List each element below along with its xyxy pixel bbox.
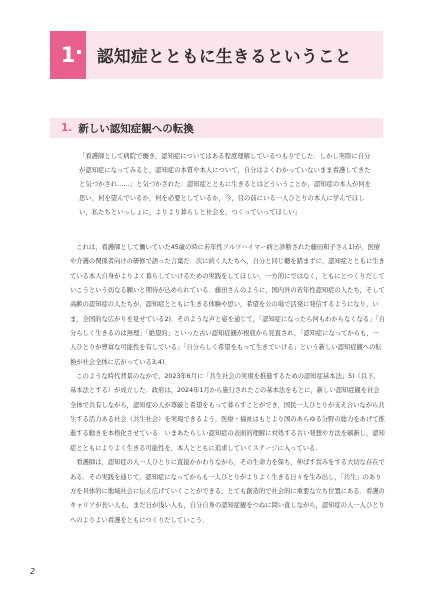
opening-quote: 「看護師として病院で働き，認知症についてはある程度理解しているつもりでした．しかし実際に自分が認知症になってみると，認知症の本質や本人について，自分はよくわかっていないまま看護してきたと気づかされ……」と気づかされた．認知症とともに生きるとはどういうことか，認知症の本人が何を思い，何を望んでいるか，何を必要としているか，今，目の前にいる一人ひとりの本人に学んでほしい，私たちといっしょに，よりより暮らしと社会を，つくっていってほしい」 — [79, 153, 371, 216]
paragraph: 看護師は，認知症の人一人ひとりに直接かかわりながら，その生命力を保ち，伸ばす営みをする大切な存在である．その実践を通じて，認知症になってからも一人ひとりがよりよく生きる日々を生み出し，「共生」のあり方を具体的に地域社会に伝え広げていくことができる，とても創造的で社会的に重要な立ち位置にある．看護のキャリアが長い人も，まだ日が浅い人も，自分自身の認知症観をつねに問い直しながら，認知症の人一人ひとりへのよりよい看護をともにつくりだしていこう． — [70, 459, 385, 524]
chapter-number: 1 — [60, 43, 76, 67]
paragraph: このような時代背景のなかで，2023年6月に「共生社会の実現を推進するための認知症基本法」5)（以下，基本法とする）が成立した．政府は，2024年1月から施行されたこの基本法をもとに，新しい認知症観を社会全体で共有しながら，認知症の人が尊厳と希望をもって暮らすことができ，国民一人ひとりが支え合いながら共生する活力ある社会（共生社会）を実現できるよう，医療・福祉はもとより国のあらゆる分野の総力をあげて推進する動きを本格化させている．いまあたらしい認知症の表面的理解に対処する古い発想や方法を刷新し，認知症とともによりよく生きる可能性を，本人とともに追求していくステージに入っている． — [70, 373, 385, 452]
chapter-number-badge — [50, 31, 86, 79]
chapter-title: 認知症とともに生きるということ — [97, 47, 352, 66]
chapter-dot-icon — [77, 50, 81, 54]
page-number: 2 — [30, 567, 36, 576]
chapter-header — [50, 31, 383, 79]
paragraph: これは，看護師として働いていた45歳の時に若年性アルツハイマー病と診断された藤田和子さん1)が，医療や介護の関係者向けの研修で語った言葉だ．次に続く人たちへ，自分と同じ轍を踏まずに，認知症とともに生きている本人自身がよりよく暮らしていけるための実践をしてほしい，一方的にではなく，ともにとつくりだしていこうという切なる願いと期待が込められている．藤田さんのように，国内外の若年性認知症の人たち，そして高齢の認知症の人たちが，認知症とともに生きる体験や思い，希望を公の場で活発に発信するようになり，いま，全国的な広がりを見せている2)．そのような声と姿を通じて，「認知症になったら何もわからなくなる」「自分らしく生きるのは無理」「絶望的」といった古い認知症観が根底から見直され，「認知症になってからも，一人ひとりが豊富な可能性を有している」「自分らしく希望をもって生きていける」という新しい認知症観への転換が社会全体に広がっている3,4)． — [70, 244, 385, 366]
section-number: 1. — [61, 122, 73, 134]
section-title: 新しい認知症観への転換 — [78, 122, 194, 135]
body-text — [70, 241, 385, 528]
section-header — [50, 118, 383, 138]
